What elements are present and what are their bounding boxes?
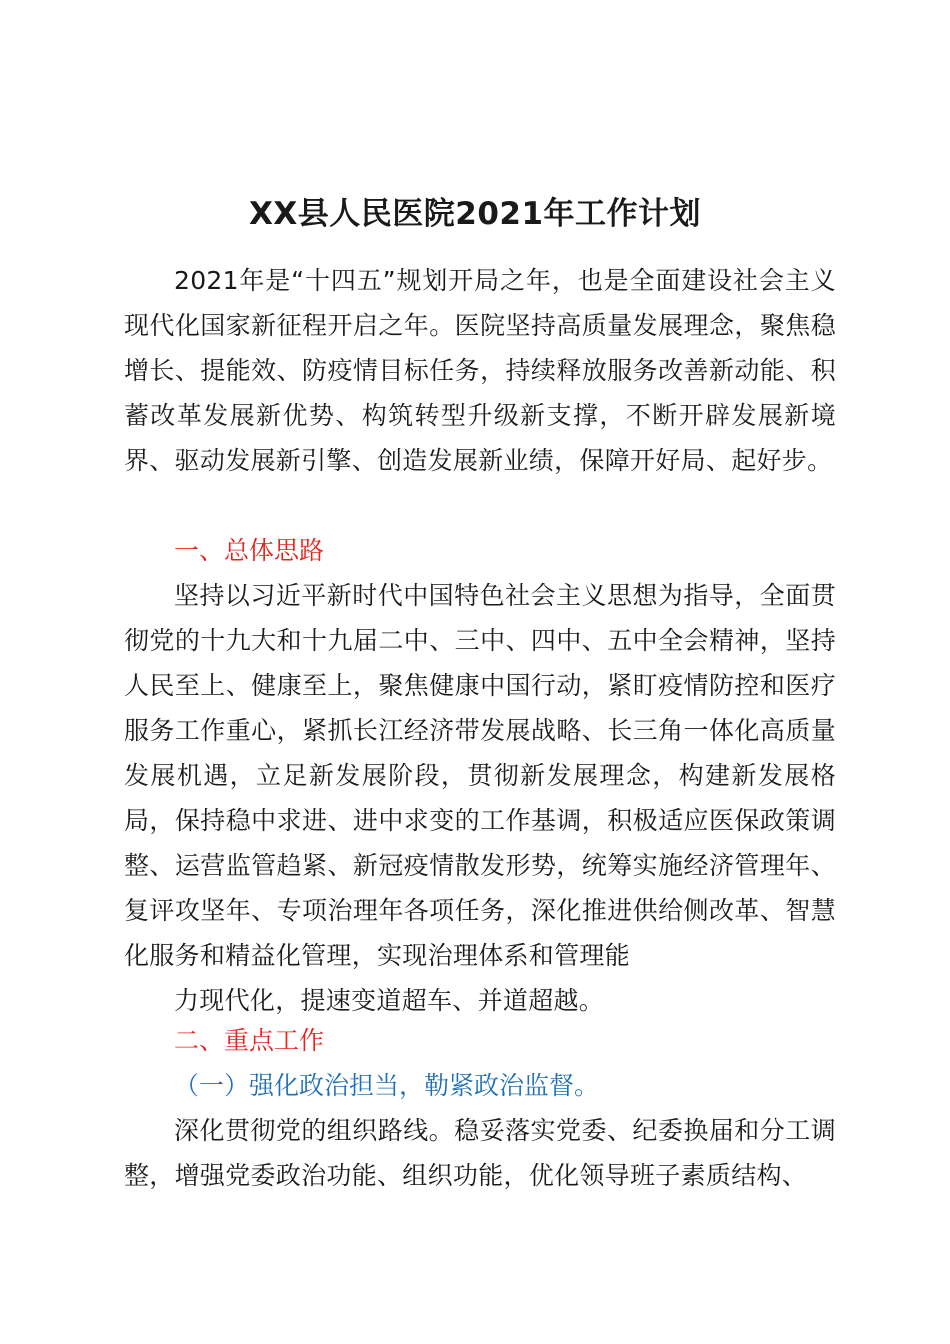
political-responsibility-paragraph: 深化贯彻党的组织路线。稳妥落实党委、纪委换届和分工调整，增强党委政治功能、组织功能，优化领导班子素质结构、 (124, 1116, 836, 1190)
section-heading-overall-approach: 一、总体思路 (174, 536, 325, 565)
intro-paragraph: 2021年是“十四五”规划开局之年，也是全面建设社会主义现代化国家新征程开启之年。医院坚持高质量发展理念，聚焦稳增长、提能效、防疫情目标任务，持续释放服务改善新动能、积蓄改革发展新优势、构筑转型升级新支撑，不断开辟发展新境界、驱动发展新引擎、创造发展新业绩，保障开好局、起好步。 (124, 266, 836, 475)
document-title: XX县人民医院2021年工作计划 (248, 196, 702, 232)
subsection-heading-political-responsibility: （一）强化政治担当，勒紧政治监督。 (174, 1071, 600, 1100)
section-heading-key-work: 二、重点工作 (174, 1026, 325, 1055)
overall-approach-paragraph: 坚持以习近平新时代中国特色社会主义思想为指导，全面贯彻党的十九大和十九届二中、三中、四中、五中全会精神，坚持人民至上、健康至上，聚焦健康中国行动，紧盯疫情防控和医疗服务工作重心，紧抓长江经济带发展战略、长三角一体化高质量发展机遇，立足新发展阶段，贯彻新发展理念，构建新发展格局，保持稳中求进、进中求变的工作基调，积极适应医保政策调整、运营监管趋紧、新冠疫情散发形势，统筹实施经济管理年、复评攻坚年、专项治理年各项任务，深化推进供给侧改革、智慧化服务和精益化管理，实现治理体系和管理能 (124, 581, 836, 970)
overall-approach-paragraph-continued: 力现代化，提速变道超车、并道超越。 (174, 986, 605, 1015)
